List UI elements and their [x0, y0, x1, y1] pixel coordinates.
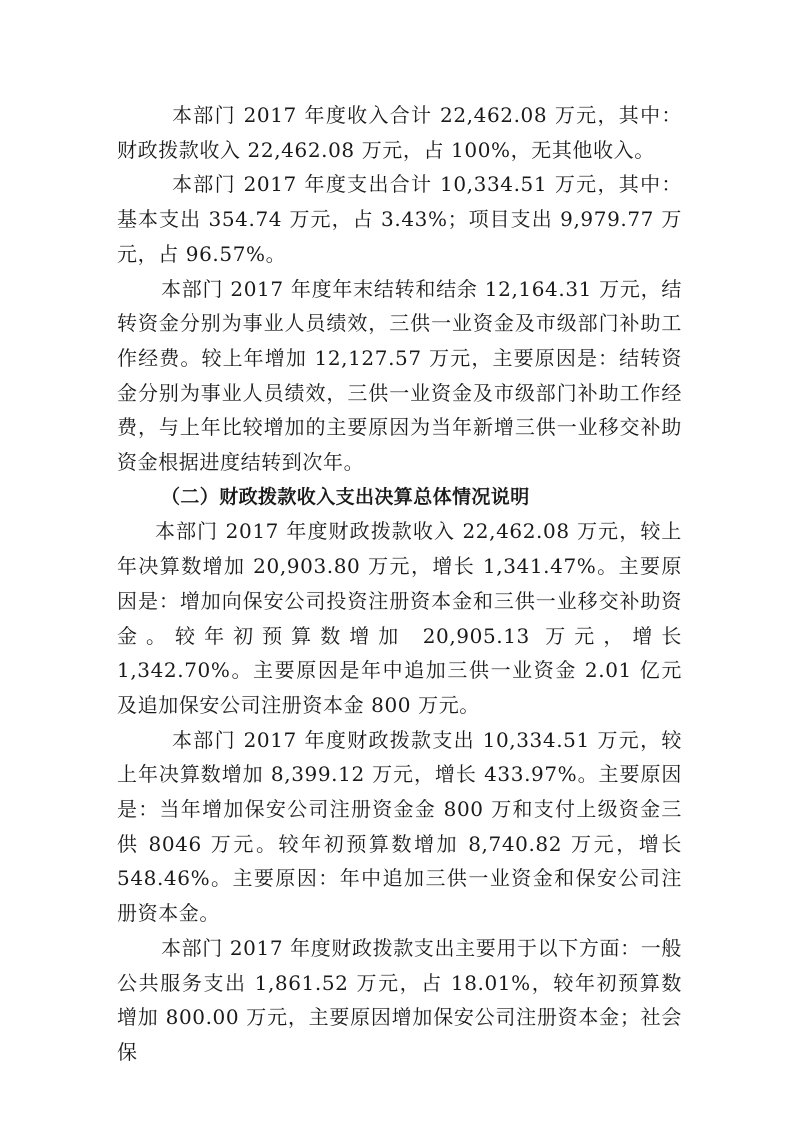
paragraph-fiscal-expense: 本部门 2017 年度财政拨款支出 10,334.51 万元，较上年决算数增加 8,399.12 万元，增长 433.97%。主要原因是：当年增加保安公司注册资金金 800 万和支付上级资金三供 8046 万元。较年初预算数增加 8,740.82 万元，增长 548.46%。主要原因：年中追加三供一业资金和保安公司注册资本金。 — [117, 727, 682, 926]
paragraph-expense-usage: 本部门 2017 年度财政拨款支出主要用于以下方面：一般公共服务支出 1,861.52 万元，占 18.01%，较年初预算数增加 800.00 万元，主要原因增加保安公司注册资本金；社会保 — [117, 935, 682, 1064]
paragraph-carryover: 本部门 2017 年度年末结转和结余 12,164.31 万元，结转资金分别为事业人员绩效，三供一业资金及市级部门补助工作经费。较上年增加 12,127.57 万元，主要原因是：结转资金分别为事业人员绩效，三供一业资金及市级部门补助工作经费，与上年比较增加的主要原因为当年新增三供一业移交补助资金根据进度结转到次年。 — [117, 276, 682, 475]
paragraph-fiscal-income: 本部门 2017 年度财政拨款收入 22,462.08 万元，较上年决算数增加 20,903.80 万元，增长 1,341.47%。主要原因是：增加向保安公司投资注册资本金和三供一业移交补助资金。较年初预算数增加 20,905.13 万元，增长 1,342.70%。主要原因是年中追加三供一业资金 2.01 亿元及追加保安公司注册资本金 800 万元。 — [117, 519, 682, 717]
paragraph-income-total: 本部门 2017 年度收入合计 22,462.08 万元，其中：财政拨款收入 22,462.08 万元，占 100%，无其他收入。 — [117, 103, 682, 162]
section-heading: （二）财政拨款收入支出决算总体情况说明 — [161, 485, 530, 508]
document-body — [117, 98, 682, 1070]
paragraph-expense-total: 本部门 2017 年度支出合计 10,334.51 万元，其中：基本支出 354.74 万元，占 3.43%；项目支出 9,979.77 万元，占 96.57%。 — [117, 172, 682, 266]
